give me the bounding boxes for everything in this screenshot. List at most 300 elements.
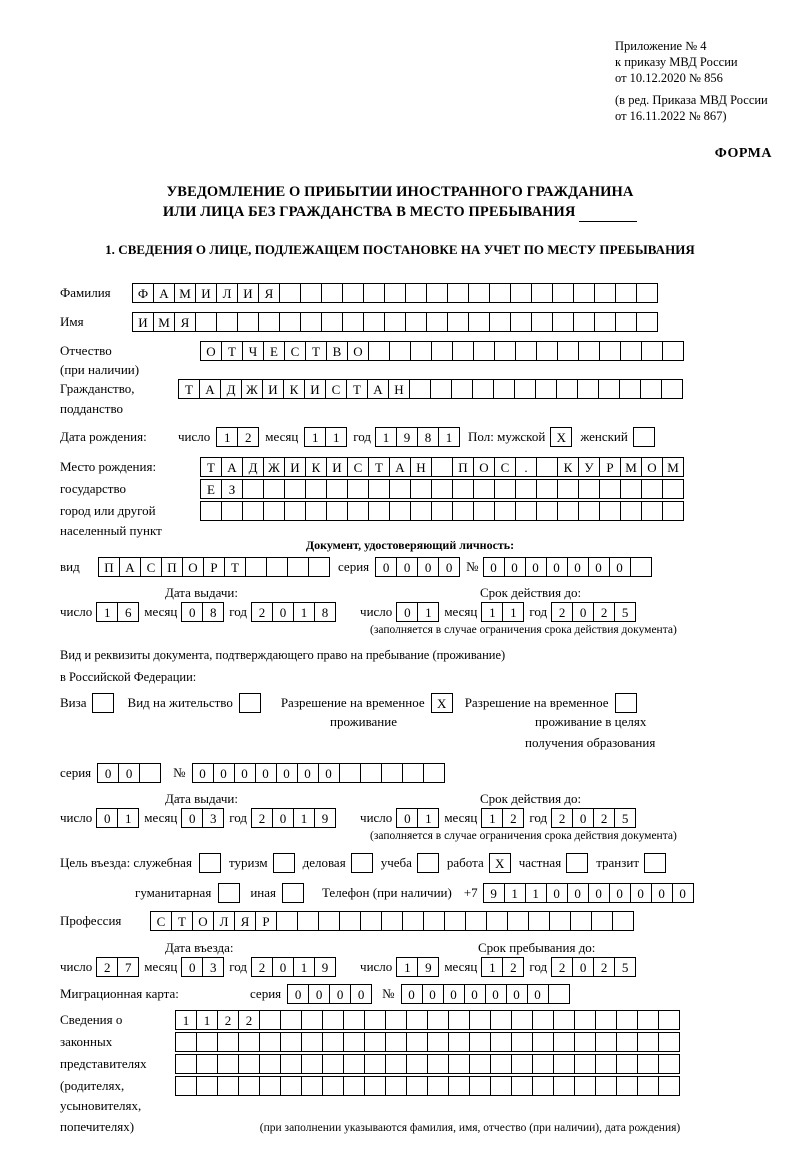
char-cell[interactable]: 0 [192,763,214,783]
birthplace-line3-input[interactable] [200,501,684,521]
char-cell[interactable]: О [641,457,663,477]
char-cell[interactable] [410,341,432,361]
char-cell[interactable]: 0 [97,763,119,783]
representatives-row-4-input[interactable] [175,1076,680,1096]
char-cell[interactable] [175,1054,197,1074]
char-cell[interactable] [662,341,684,361]
char-cell[interactable]: И [195,283,217,303]
char-cell[interactable] [427,1010,449,1030]
char-cell[interactable] [536,457,558,477]
char-cell[interactable]: А [367,379,389,399]
char-cell[interactable] [616,1032,638,1052]
char-cell[interactable]: П [98,557,120,577]
char-cell[interactable] [139,763,161,783]
char-cell[interactable]: 0 [443,984,465,1004]
char-cell[interactable]: Т [178,379,200,399]
char-cell[interactable] [238,1032,260,1052]
char-cell[interactable]: 0 [506,984,528,1004]
char-cell[interactable]: И [237,283,259,303]
char-cell[interactable]: 0 [297,763,319,783]
char-cell[interactable] [556,379,578,399]
identity-number-input[interactable] [483,557,652,577]
char-cell[interactable] [384,283,406,303]
char-cell[interactable] [493,379,515,399]
char-cell[interactable]: Е [263,341,285,361]
char-cell[interactable]: 0 [572,808,594,828]
char-cell[interactable]: 2 [551,957,573,977]
char-cell[interactable]: Т [200,457,222,477]
char-cell[interactable]: И [262,379,284,399]
char-cell[interactable] [364,1076,386,1096]
char-cell[interactable] [322,1032,344,1052]
char-cell[interactable]: 1 [417,808,439,828]
char-cell[interactable]: 1 [175,1010,197,1030]
identity-issue-month-input[interactable] [181,602,224,622]
purpose-transit-checkbox[interactable] [644,853,666,873]
char-cell[interactable] [196,1076,218,1096]
char-cell[interactable]: 0 [272,602,294,622]
char-cell[interactable] [599,341,621,361]
char-cell[interactable] [242,501,264,521]
char-cell[interactable] [284,501,306,521]
char-cell[interactable] [339,763,361,783]
stay-until-day-input[interactable] [396,957,439,977]
sex-male-checkbox[interactable]: X [550,427,572,447]
char-cell[interactable] [658,1032,680,1052]
char-cell[interactable]: . [515,457,537,477]
char-cell[interactable]: П [452,457,474,477]
char-cell[interactable]: 1 [375,427,397,447]
char-cell[interactable] [469,1054,491,1074]
char-cell[interactable]: 9 [314,957,336,977]
char-cell[interactable] [511,1032,533,1052]
char-cell[interactable] [490,1032,512,1052]
char-cell[interactable]: 2 [551,808,573,828]
char-cell[interactable] [468,283,490,303]
char-cell[interactable]: 0 [181,957,203,977]
char-cell[interactable] [301,1032,323,1052]
char-cell[interactable]: 9 [314,808,336,828]
char-cell[interactable] [381,911,403,931]
char-cell[interactable]: 1 [216,427,238,447]
char-cell[interactable]: 0 [375,557,397,577]
char-cell[interactable]: Ч [242,341,264,361]
char-cell[interactable] [473,341,495,361]
char-cell[interactable] [490,1076,512,1096]
char-cell[interactable] [431,457,453,477]
stay-issue-month-input[interactable] [181,808,224,828]
char-cell[interactable]: 2 [502,808,524,828]
char-cell[interactable] [287,557,309,577]
char-cell[interactable] [553,1054,575,1074]
char-cell[interactable] [451,379,473,399]
char-cell[interactable]: 0 [350,984,372,1004]
char-cell[interactable] [452,341,474,361]
char-cell[interactable]: 0 [651,883,673,903]
char-cell[interactable]: 0 [272,808,294,828]
char-cell[interactable] [427,1054,449,1074]
identity-type-input[interactable] [98,557,330,577]
char-cell[interactable] [535,379,557,399]
stay-issue-year-input[interactable] [251,808,336,828]
identity-issue-year-input[interactable] [251,602,336,622]
char-cell[interactable] [263,479,285,499]
char-cell[interactable] [221,501,243,521]
char-cell[interactable]: 0 [464,984,486,1004]
char-cell[interactable]: Н [410,457,432,477]
char-cell[interactable]: Т [346,379,368,399]
birth-month-input[interactable] [304,427,347,447]
birth-day-input[interactable] [216,427,259,447]
char-cell[interactable]: 9 [417,957,439,977]
char-cell[interactable] [258,312,280,332]
char-cell[interactable] [549,911,571,931]
char-cell[interactable] [658,1076,680,1096]
stay-series-input[interactable] [97,763,161,783]
char-cell[interactable]: Д [220,379,242,399]
char-cell[interactable] [343,1076,365,1096]
char-cell[interactable]: О [182,557,204,577]
char-cell[interactable]: 2 [251,957,273,977]
char-cell[interactable]: 9 [483,883,505,903]
char-cell[interactable] [594,283,616,303]
identity-valid-day-input[interactable] [396,602,439,622]
char-cell[interactable]: 0 [572,957,594,977]
purpose-tourism-checkbox[interactable] [273,853,295,873]
char-cell[interactable] [494,479,516,499]
identity-valid-year-input[interactable] [551,602,636,622]
char-cell[interactable] [473,479,495,499]
char-cell[interactable] [620,341,642,361]
char-cell[interactable] [216,312,238,332]
char-cell[interactable] [305,479,327,499]
char-cell[interactable] [514,379,536,399]
char-cell[interactable]: 1 [502,602,524,622]
char-cell[interactable]: 0 [118,763,140,783]
char-cell[interactable] [322,1076,344,1096]
char-cell[interactable]: Е [200,479,222,499]
char-cell[interactable] [326,501,348,521]
char-cell[interactable] [528,911,550,931]
char-cell[interactable]: А [153,283,175,303]
char-cell[interactable]: 2 [593,957,615,977]
char-cell[interactable] [426,283,448,303]
char-cell[interactable] [531,312,553,332]
char-cell[interactable] [195,312,217,332]
residence-permit-checkbox[interactable] [239,693,261,713]
char-cell[interactable] [536,479,558,499]
char-cell[interactable]: Р [203,557,225,577]
char-cell[interactable]: 0 [485,984,507,1004]
char-cell[interactable] [620,479,642,499]
char-cell[interactable] [573,283,595,303]
char-cell[interactable]: 0 [396,602,418,622]
char-cell[interactable]: И [304,379,326,399]
temp-residence-checkbox[interactable]: X [431,693,453,713]
char-cell[interactable]: 2 [251,602,273,622]
char-cell[interactable]: О [347,341,369,361]
char-cell[interactable] [300,283,322,303]
char-cell[interactable] [494,501,516,521]
char-cell[interactable] [175,1032,197,1052]
edu-residence-checkbox[interactable] [615,693,637,713]
char-cell[interactable] [599,501,621,521]
char-cell[interactable]: С [140,557,162,577]
char-cell[interactable]: Д [242,457,264,477]
char-cell[interactable] [620,501,642,521]
char-cell[interactable] [423,763,445,783]
char-cell[interactable]: 2 [238,1010,260,1030]
char-cell[interactable]: 2 [237,427,259,447]
char-cell[interactable] [630,557,652,577]
char-cell[interactable] [637,1032,659,1052]
char-cell[interactable] [489,312,511,332]
char-cell[interactable]: Л [213,911,235,931]
char-cell[interactable] [469,1032,491,1052]
char-cell[interactable]: 0 [417,557,439,577]
char-cell[interactable] [364,1032,386,1052]
char-cell[interactable] [279,312,301,332]
char-cell[interactable] [557,341,579,361]
char-cell[interactable]: Ф [132,283,154,303]
birthplace-line1-input[interactable] [200,457,684,477]
char-cell[interactable] [279,283,301,303]
char-cell[interactable] [363,312,385,332]
char-cell[interactable] [402,911,424,931]
char-cell[interactable] [405,312,427,332]
char-cell[interactable]: 3 [202,808,224,828]
char-cell[interactable]: А [389,457,411,477]
char-cell[interactable] [217,1032,239,1052]
char-cell[interactable] [448,1032,470,1052]
char-cell[interactable]: 5 [614,602,636,622]
char-cell[interactable] [595,1010,617,1030]
char-cell[interactable] [637,1076,659,1096]
char-cell[interactable] [532,1054,554,1074]
char-cell[interactable] [364,1054,386,1074]
char-cell[interactable]: С [494,457,516,477]
char-cell[interactable] [507,911,529,931]
migration-number-input[interactable] [401,984,570,1004]
entry-year-input[interactable] [251,957,336,977]
char-cell[interactable] [405,283,427,303]
char-cell[interactable]: П [161,557,183,577]
char-cell[interactable] [637,1054,659,1074]
char-cell[interactable] [297,911,319,931]
char-cell[interactable] [259,1076,281,1096]
char-cell[interactable] [322,1054,344,1074]
char-cell[interactable]: 0 [318,763,340,783]
char-cell[interactable] [237,312,259,332]
stay-valid-month-input[interactable] [481,808,524,828]
purpose-business-checkbox[interactable] [351,853,373,873]
char-cell[interactable] [318,911,340,931]
char-cell[interactable]: 0 [504,557,526,577]
char-cell[interactable] [599,479,621,499]
char-cell[interactable] [536,501,558,521]
char-cell[interactable]: 0 [396,557,418,577]
char-cell[interactable]: 1 [293,957,315,977]
char-cell[interactable]: 2 [251,808,273,828]
char-cell[interactable] [389,341,411,361]
char-cell[interactable]: 9 [396,427,418,447]
char-cell[interactable] [532,1010,554,1030]
char-cell[interactable] [266,557,288,577]
migration-series-input[interactable] [287,984,372,1004]
char-cell[interactable]: С [284,341,306,361]
char-cell[interactable] [217,1054,239,1074]
char-cell[interactable] [406,1076,428,1096]
char-cell[interactable]: З [221,479,243,499]
char-cell[interactable] [385,1054,407,1074]
char-cell[interactable] [363,283,385,303]
char-cell[interactable]: А [221,457,243,477]
char-cell[interactable] [662,501,684,521]
char-cell[interactable] [661,379,683,399]
char-cell[interactable]: 2 [502,957,524,977]
char-cell[interactable] [368,479,390,499]
char-cell[interactable] [469,1076,491,1096]
char-cell[interactable]: 2 [593,808,615,828]
char-cell[interactable]: О [200,341,222,361]
char-cell[interactable]: А [199,379,221,399]
char-cell[interactable] [342,312,364,332]
char-cell[interactable]: 1 [117,808,139,828]
char-cell[interactable]: С [150,911,172,931]
char-cell[interactable] [637,1010,659,1030]
char-cell[interactable]: 1 [481,602,503,622]
char-cell[interactable]: 0 [672,883,694,903]
char-cell[interactable]: Т [221,341,243,361]
char-cell[interactable]: К [283,379,305,399]
char-cell[interactable] [217,1076,239,1096]
char-cell[interactable] [431,341,453,361]
char-cell[interactable] [389,479,411,499]
char-cell[interactable] [532,1032,554,1052]
char-cell[interactable] [259,1054,281,1074]
char-cell[interactable] [619,379,641,399]
char-cell[interactable]: М [662,457,684,477]
char-cell[interactable]: С [347,457,369,477]
char-cell[interactable] [430,379,452,399]
char-cell[interactable] [448,1054,470,1074]
char-cell[interactable]: Ж [263,457,285,477]
char-cell[interactable]: А [119,557,141,577]
char-cell[interactable]: 0 [438,557,460,577]
char-cell[interactable] [389,501,411,521]
char-cell[interactable] [347,501,369,521]
char-cell[interactable]: Я [174,312,196,332]
char-cell[interactable] [574,1032,596,1052]
char-cell[interactable]: 2 [593,602,615,622]
char-cell[interactable]: 1 [304,427,326,447]
char-cell[interactable]: И [132,312,154,332]
char-cell[interactable] [196,1054,218,1074]
char-cell[interactable] [280,1076,302,1096]
char-cell[interactable] [301,1076,323,1096]
char-cell[interactable] [594,312,616,332]
char-cell[interactable] [280,1054,302,1074]
visa-checkbox[interactable] [92,693,114,713]
char-cell[interactable]: 0 [329,984,351,1004]
char-cell[interactable] [238,1076,260,1096]
char-cell[interactable] [301,1010,323,1030]
char-cell[interactable]: 8 [202,602,224,622]
representatives-row-1-input[interactable] [175,1010,680,1030]
char-cell[interactable]: 0 [181,808,203,828]
char-cell[interactable] [511,1076,533,1096]
char-cell[interactable]: Н [388,379,410,399]
char-cell[interactable] [658,1054,680,1074]
char-cell[interactable]: Т [171,911,193,931]
char-cell[interactable] [409,379,431,399]
sex-female-checkbox[interactable] [633,427,655,447]
char-cell[interactable] [578,479,600,499]
char-cell[interactable]: 5 [614,808,636,828]
char-cell[interactable] [347,479,369,499]
char-cell[interactable] [532,1076,554,1096]
char-cell[interactable]: К [557,457,579,477]
char-cell[interactable] [616,1010,638,1030]
char-cell[interactable]: Р [255,911,277,931]
char-cell[interactable] [284,479,306,499]
char-cell[interactable]: 0 [630,883,652,903]
char-cell[interactable] [469,1010,491,1030]
char-cell[interactable] [552,283,574,303]
char-cell[interactable] [406,1054,428,1074]
char-cell[interactable] [280,1010,302,1030]
char-cell[interactable] [384,312,406,332]
purpose-other-checkbox[interactable] [282,883,304,903]
char-cell[interactable] [343,1032,365,1052]
char-cell[interactable]: Р [599,457,621,477]
stay-until-year-input[interactable] [551,957,636,977]
purpose-humanitarian-checkbox[interactable] [218,883,240,903]
char-cell[interactable] [343,1010,365,1030]
char-cell[interactable]: 0 [609,557,631,577]
char-cell[interactable] [489,283,511,303]
char-cell[interactable] [536,341,558,361]
char-cell[interactable] [570,911,592,931]
char-cell[interactable]: 8 [417,427,439,447]
char-cell[interactable]: 0 [588,883,610,903]
char-cell[interactable] [427,1032,449,1052]
char-cell[interactable] [636,312,658,332]
char-cell[interactable] [321,312,343,332]
char-cell[interactable]: 1 [396,957,418,977]
char-cell[interactable]: 8 [314,602,336,622]
char-cell[interactable] [557,479,579,499]
char-cell[interactable] [452,479,474,499]
char-cell[interactable]: 0 [181,602,203,622]
purpose-work-checkbox[interactable]: X [489,853,511,873]
char-cell[interactable] [616,1054,638,1074]
citizenship-input[interactable] [178,379,683,399]
char-cell[interactable] [427,1076,449,1096]
char-cell[interactable] [196,1032,218,1052]
char-cell[interactable]: 0 [483,557,505,577]
char-cell[interactable]: 1 [196,1010,218,1030]
char-cell[interactable]: 0 [401,984,423,1004]
char-cell[interactable] [468,312,490,332]
char-cell[interactable] [175,1076,197,1096]
char-cell[interactable] [578,501,600,521]
char-cell[interactable]: 0 [546,883,568,903]
identity-series-input[interactable] [375,557,460,577]
name-input[interactable] [132,312,658,332]
char-cell[interactable] [322,1010,344,1030]
char-cell[interactable] [342,283,364,303]
